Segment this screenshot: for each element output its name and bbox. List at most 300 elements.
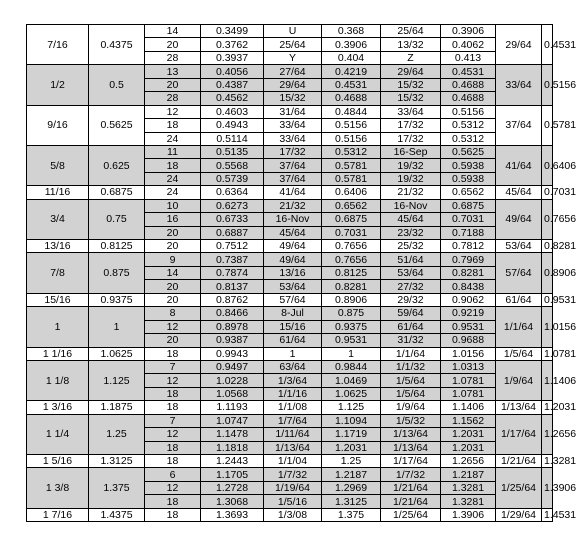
tpi-cell: 12	[145, 428, 201, 441]
minor-dia-cell: 0.8762	[201, 293, 264, 306]
drill-75-dec-cell: 0.5156	[322, 119, 381, 132]
tpi-cell: 16	[145, 213, 201, 226]
clearance-drill-decimal-cell: 1.0781	[542, 347, 553, 360]
drill-50-dec-cell: 1.3906	[441, 508, 496, 521]
drill-75-dec-cell: 0.4531	[322, 78, 381, 91]
table-row	[27, 253, 553, 266]
clearance-drill-cell: 45/64	[496, 186, 542, 199]
drill-75-dec-cell: 0.5156	[322, 132, 381, 145]
clearance-drill-cell: 1/25/64	[496, 468, 542, 508]
minor-dia-cell: 0.5135	[201, 145, 264, 158]
drill-75-dec-cell: 1.0469	[322, 374, 381, 387]
drill-50-cell: 25/64	[381, 25, 441, 38]
drill-50-dec-cell: 1.1562	[441, 414, 496, 427]
thread-size-cell: 15/16	[27, 293, 89, 306]
minor-dia-cell: 0.6887	[201, 226, 264, 239]
drill-75-dec-cell: 0.6875	[322, 213, 381, 226]
tpi-cell: 20	[145, 280, 201, 293]
tpi-cell: 18	[145, 119, 201, 132]
drill-75-dec-cell: 1.125	[322, 401, 381, 414]
drill-75-cell: 1/3/64	[264, 374, 322, 387]
drill-50-cell: 29/32	[381, 293, 441, 306]
clearance-drill-cell: 41/64	[496, 145, 542, 185]
thread-size-cell: 5/8	[27, 145, 89, 185]
thread-size-cell: 1 1/8	[27, 360, 89, 400]
drill-50-cell: Z	[381, 51, 441, 64]
minor-dia-cell: 1.0568	[201, 387, 264, 400]
drill-50-cell: 15/32	[381, 92, 441, 105]
drill-75-dec-cell: 0.5781	[322, 159, 381, 172]
clearance-drill-cell: 1/29/64	[496, 508, 542, 521]
drill-50-dec-cell: 1.0313	[441, 360, 496, 373]
tpi-cell: 28	[145, 51, 201, 64]
drill-75-cell: 1/1/04	[264, 455, 322, 468]
drill-75-cell: 57/64	[264, 293, 322, 306]
table-row	[27, 186, 553, 199]
minor-dia-cell: 0.9497	[201, 360, 264, 373]
tpi-cell: 7	[145, 360, 201, 373]
minor-dia-cell: 1.3068	[201, 495, 264, 508]
drill-50-dec-cell: 0.5938	[441, 159, 496, 172]
table-row	[27, 347, 553, 360]
minor-dia-cell: 0.3499	[201, 25, 264, 38]
clearance-drill-cell: 53/64	[496, 240, 542, 253]
thread-size-decimal-cell: 1.4375	[89, 508, 145, 521]
minor-dia-cell: 0.9943	[201, 347, 264, 360]
thread-size-cell: 11/16	[27, 186, 89, 199]
clearance-drill-cell: 33/64	[496, 65, 542, 105]
minor-dia-cell: 0.8137	[201, 280, 264, 293]
thread-size-cell: 1 1/16	[27, 347, 89, 360]
minor-dia-cell: 0.6273	[201, 199, 264, 212]
drill-75-cell: 31/64	[264, 105, 322, 118]
tpi-cell: 7	[145, 414, 201, 427]
thread-size-cell: 9/16	[27, 105, 89, 145]
drill-75-dec-cell: 0.8906	[322, 293, 381, 306]
thread-size-decimal-cell: 1.0625	[89, 347, 145, 360]
drill-75-cell: 63/64	[264, 360, 322, 373]
drill-75-cell: Y	[264, 51, 322, 64]
tpi-cell: 18	[145, 508, 201, 521]
thread-size-decimal-cell: 0.625	[89, 145, 145, 185]
drill-50-cell: 16-Nov	[381, 199, 441, 212]
drill-75-cell: 15/32	[264, 92, 322, 105]
drill-50-dec-cell: 1.0156	[441, 347, 496, 360]
clearance-drill-decimal-cell: 0.4531	[542, 25, 553, 65]
drill-75-dec-cell: 0.9844	[322, 360, 381, 373]
thread-size-decimal-cell: 1.25	[89, 414, 145, 454]
drill-75-cell: 27/64	[264, 65, 322, 78]
clearance-drill-decimal-cell: 0.6406	[542, 145, 553, 185]
minor-dia-cell: 1.2443	[201, 455, 264, 468]
thread-size-cell: 3/4	[27, 199, 89, 239]
thread-size-decimal-cell: 0.75	[89, 199, 145, 239]
drill-50-dec-cell: 1.1406	[441, 401, 496, 414]
drill-50-cell: 33/64	[381, 105, 441, 118]
thread-size-cell: 1 5/16	[27, 455, 89, 468]
drill-75-dec-cell: 0.875	[322, 307, 381, 320]
drill-75-cell: 33/64	[264, 132, 322, 145]
drill-50-dec-cell: 1.2656	[441, 455, 496, 468]
minor-dia-cell: 0.4056	[201, 65, 264, 78]
drill-75-cell: 1/13/64	[264, 441, 322, 454]
tpi-cell: 18	[145, 495, 201, 508]
table-row	[27, 401, 553, 414]
drill-75-cell: 1/7/32	[264, 468, 322, 481]
drill-75-cell: 49/64	[264, 240, 322, 253]
drill-75-dec-cell: 1.3125	[322, 495, 381, 508]
table-row	[27, 468, 553, 481]
drill-75-dec-cell: 1.1094	[322, 414, 381, 427]
thread-size-decimal-cell: 1.125	[89, 360, 145, 400]
drill-50-dec-cell: 0.9688	[441, 334, 496, 347]
tpi-cell: 12	[145, 320, 201, 333]
tap-drill-chart-table	[26, 24, 577, 522]
drill-50-cell: 23/32	[381, 226, 441, 239]
drill-75-cell: 1/3/08	[264, 508, 322, 521]
tpi-cell: 20	[145, 334, 201, 347]
tpi-cell: 24	[145, 172, 201, 185]
drill-50-cell: 53/64	[381, 266, 441, 279]
thread-size-cell: 1 3/8	[27, 468, 89, 508]
clearance-drill-decimal-cell: 0.5156	[542, 65, 553, 105]
tpi-cell: 20	[145, 38, 201, 51]
clearance-drill-decimal-cell: 0.5781	[542, 105, 553, 145]
drill-75-cell: 41/64	[264, 186, 322, 199]
drill-50-cell: 59/64	[381, 307, 441, 320]
thread-size-cell: 1 7/16	[27, 508, 89, 521]
drill-50-dec-cell: 0.5312	[441, 132, 496, 145]
minor-dia-cell: 0.5114	[201, 132, 264, 145]
clearance-drill-decimal-cell: 0.7031	[542, 186, 553, 199]
drill-50-cell: 1/25/64	[381, 508, 441, 521]
thread-size-cell: 1	[27, 307, 89, 347]
thread-size-decimal-cell: 0.8125	[89, 240, 145, 253]
drill-75-cell: U	[264, 25, 322, 38]
minor-dia-cell: 0.3937	[201, 51, 264, 64]
table-row	[27, 360, 553, 373]
thread-size-decimal-cell: 0.5	[89, 65, 145, 105]
drill-75-cell: 17/32	[264, 145, 322, 158]
drill-75-cell: 37/64	[264, 159, 322, 172]
drill-75-dec-cell: 0.6562	[322, 199, 381, 212]
drill-75-dec-cell: 0.9375	[322, 320, 381, 333]
thread-size-decimal-cell: 0.4375	[89, 25, 145, 65]
clearance-drill-decimal-cell: 0.8281	[542, 240, 553, 253]
clearance-drill-cell: 29/64	[496, 25, 542, 65]
drill-50-dec-cell: 1.3281	[441, 495, 496, 508]
clearance-drill-cell: 1/1/64	[496, 307, 542, 347]
drill-75-cell: 37/64	[264, 172, 322, 185]
drill-75-dec-cell: 0.6406	[322, 186, 381, 199]
thread-size-cell: 1/2	[27, 65, 89, 105]
table-body	[27, 25, 577, 522]
drill-50-dec-cell: 1.0781	[441, 374, 496, 387]
drill-75-cell: 29/64	[264, 78, 322, 91]
drill-50-dec-cell: 1.3281	[441, 481, 496, 494]
drill-50-dec-cell: 0.9062	[441, 293, 496, 306]
drill-75-dec-cell: 0.3906	[322, 38, 381, 51]
table-row	[27, 414, 553, 427]
table-row	[27, 307, 553, 320]
table-row	[27, 455, 553, 468]
tpi-cell: 18	[145, 401, 201, 414]
drill-50-dec-cell: 0.7969	[441, 253, 496, 266]
drill-50-cell: 19/32	[381, 172, 441, 185]
thread-size-cell: 1 3/16	[27, 401, 89, 414]
drill-75-dec-cell: 0.9531	[322, 334, 381, 347]
thread-size-cell: 13/16	[27, 240, 89, 253]
drill-75-cell: 33/64	[264, 119, 322, 132]
drill-75-dec-cell: 0.5781	[322, 172, 381, 185]
drill-50-cell: 13/32	[381, 38, 441, 51]
clearance-drill-decimal-cell: 1.3281	[542, 455, 553, 468]
drill-50-cell: 1/21/64	[381, 481, 441, 494]
minor-dia-cell: 1.0747	[201, 414, 264, 427]
drill-50-cell: 21/32	[381, 186, 441, 199]
drill-50-dec-cell: 0.8438	[441, 280, 496, 293]
drill-75-cell: 53/64	[264, 280, 322, 293]
thread-size-cell: 1 1/4	[27, 414, 89, 454]
drill-50-dec-cell: 0.4062	[441, 38, 496, 51]
drill-50-dec-cell: 0.4531	[441, 65, 496, 78]
minor-dia-cell: 0.4943	[201, 119, 264, 132]
drill-50-cell: 1/5/32	[381, 414, 441, 427]
drill-50-dec-cell: 0.7188	[441, 226, 496, 239]
drill-50-cell: 1/1/32	[381, 360, 441, 373]
drill-75-dec-cell: 1.1719	[322, 428, 381, 441]
tpi-cell: 9	[145, 253, 201, 266]
clearance-drill-decimal-cell: 1.2031	[542, 401, 553, 414]
minor-dia-cell: 1.1705	[201, 468, 264, 481]
drill-50-cell: 51/64	[381, 253, 441, 266]
drill-50-cell: 61/64	[381, 320, 441, 333]
drill-50-cell: 27/32	[381, 280, 441, 293]
tpi-cell: 18	[145, 159, 201, 172]
clearance-drill-cell: 1/9/64	[496, 360, 542, 400]
drill-50-dec-cell: 0.4688	[441, 92, 496, 105]
drill-50-dec-cell: 0.4688	[441, 78, 496, 91]
tpi-cell: 18	[145, 347, 201, 360]
drill-50-cell: 1/13/64	[381, 428, 441, 441]
drill-75-dec-cell: 0.7031	[322, 226, 381, 239]
clearance-drill-cell: 61/64	[496, 293, 542, 306]
table-row	[27, 65, 553, 78]
drill-50-cell: 1/5/64	[381, 387, 441, 400]
clearance-drill-decimal-cell: 1.0156	[542, 307, 553, 347]
drill-75-cell: 1/1/16	[264, 387, 322, 400]
drill-75-cell: 61/64	[264, 334, 322, 347]
drill-50-dec-cell: 0.5938	[441, 172, 496, 185]
clearance-drill-cell: 1/13/64	[496, 401, 542, 414]
tpi-cell: 24	[145, 186, 201, 199]
drill-75-cell: 1/7/64	[264, 414, 322, 427]
tpi-cell: 12	[145, 105, 201, 118]
clearance-drill-decimal-cell: 0.9531	[542, 293, 553, 306]
clearance-drill-cell: 57/64	[496, 253, 542, 293]
drill-75-dec-cell: 1	[322, 347, 381, 360]
drill-50-dec-cell: 0.8281	[441, 266, 496, 279]
thread-size-decimal-cell: 0.9375	[89, 293, 145, 306]
drill-75-cell: 1/5/16	[264, 495, 322, 508]
drill-75-dec-cell: 0.4688	[322, 92, 381, 105]
minor-dia-cell: 0.4562	[201, 92, 264, 105]
clearance-drill-cell: 37/64	[496, 105, 542, 145]
minor-dia-cell: 0.6733	[201, 213, 264, 226]
tpi-cell: 24	[145, 132, 201, 145]
drill-75-cell: 21/32	[264, 199, 322, 212]
drill-75-dec-cell: 0.8281	[322, 280, 381, 293]
drill-50-cell: 1/17/64	[381, 455, 441, 468]
minor-dia-cell: 0.7512	[201, 240, 264, 253]
thread-size-decimal-cell: 0.6875	[89, 186, 145, 199]
drill-50-dec-cell: 0.9531	[441, 320, 496, 333]
drill-75-dec-cell: 0.404	[322, 51, 381, 64]
tpi-cell: 11	[145, 145, 201, 158]
tpi-cell: 20	[145, 293, 201, 306]
drill-75-dec-cell: 0.7656	[322, 240, 381, 253]
drill-75-cell: 25/64	[264, 38, 322, 51]
tpi-cell: 18	[145, 387, 201, 400]
minor-dia-cell: 0.5739	[201, 172, 264, 185]
table-row	[27, 105, 553, 118]
thread-size-decimal-cell: 1.3125	[89, 455, 145, 468]
minor-dia-cell: 1.0228	[201, 374, 264, 387]
drill-50-dec-cell: 0.3906	[441, 25, 496, 38]
thread-size-cell: 7/8	[27, 253, 89, 293]
tpi-cell: 10	[145, 199, 201, 212]
minor-dia-cell: 0.3762	[201, 38, 264, 51]
minor-dia-cell: 1.1193	[201, 401, 264, 414]
minor-dia-cell: 1.3693	[201, 508, 264, 521]
drill-75-dec-cell: 0.5312	[322, 145, 381, 158]
drill-75-cell: 15/16	[264, 320, 322, 333]
minor-dia-cell: 0.6364	[201, 186, 264, 199]
minor-dia-cell: 0.5568	[201, 159, 264, 172]
thread-size-decimal-cell: 1.1875	[89, 401, 145, 414]
table-row	[27, 145, 553, 158]
thread-size-cell: 7/16	[27, 25, 89, 65]
drill-50-cell: 45/64	[381, 213, 441, 226]
drill-75-cell: 1/11/64	[264, 428, 322, 441]
tpi-cell: 12	[145, 374, 201, 387]
drill-75-cell: 1/1/08	[264, 401, 322, 414]
drill-75-cell: 1	[264, 347, 322, 360]
drill-50-cell: 31/32	[381, 334, 441, 347]
drill-50-dec-cell: 0.6562	[441, 186, 496, 199]
drill-50-dec-cell: 1.2187	[441, 468, 496, 481]
table-row	[27, 293, 553, 306]
tpi-cell: 14	[145, 266, 201, 279]
drill-50-cell: 1/21/64	[381, 495, 441, 508]
thread-size-decimal-cell: 1.375	[89, 468, 145, 508]
drill-50-cell: 25/32	[381, 240, 441, 253]
minor-dia-cell: 0.8466	[201, 307, 264, 320]
drill-50-dec-cell: 0.5625	[441, 145, 496, 158]
tpi-cell: 28	[145, 92, 201, 105]
drill-50-dec-cell: 0.7812	[441, 240, 496, 253]
drill-75-dec-cell: 0.4219	[322, 65, 381, 78]
drill-50-dec-cell: 1.2031	[441, 441, 496, 454]
drill-75-cell: 16-Nov	[264, 213, 322, 226]
tpi-cell: 6	[145, 468, 201, 481]
clearance-drill-decimal-cell: 1.3906	[542, 468, 553, 508]
drill-75-cell: 45/64	[264, 226, 322, 239]
drill-75-dec-cell: 1.375	[322, 508, 381, 521]
drill-50-dec-cell: 0.413	[441, 51, 496, 64]
drill-50-dec-cell: 1.2031	[441, 428, 496, 441]
drill-50-cell: 1/7/32	[381, 468, 441, 481]
table-row	[27, 240, 553, 253]
minor-dia-cell: 1.2728	[201, 481, 264, 494]
tpi-cell: 18	[145, 455, 201, 468]
drill-75-dec-cell: 0.7656	[322, 253, 381, 266]
drill-50-cell: 17/32	[381, 132, 441, 145]
clearance-drill-cell: 1/5/64	[496, 347, 542, 360]
drill-50-cell: 15/32	[381, 78, 441, 91]
tpi-cell: 20	[145, 240, 201, 253]
drill-50-dec-cell: 0.6875	[441, 199, 496, 212]
drill-75-cell: 1/19/64	[264, 481, 322, 494]
tpi-cell: 13	[145, 65, 201, 78]
thread-size-decimal-cell: 0.875	[89, 253, 145, 293]
minor-dia-cell: 0.7387	[201, 253, 264, 266]
tpi-cell: 20	[145, 78, 201, 91]
drill-75-dec-cell: 1.25	[322, 455, 381, 468]
clearance-drill-decimal-cell: 1.2656	[542, 414, 553, 454]
drill-75-cell: 49/64	[264, 253, 322, 266]
clearance-drill-decimal-cell: 1.4531	[542, 508, 553, 521]
drill-50-dec-cell: 0.5156	[441, 105, 496, 118]
drill-50-cell: 1/1/64	[381, 347, 441, 360]
tpi-cell: 12	[145, 481, 201, 494]
table-row	[27, 25, 553, 38]
drill-75-cell: 8-Jul	[264, 307, 322, 320]
tpi-cell: 18	[145, 441, 201, 454]
drill-75-dec-cell: 1.2187	[322, 468, 381, 481]
minor-dia-cell: 0.7874	[201, 266, 264, 279]
minor-dia-cell: 1.1478	[201, 428, 264, 441]
drill-75-dec-cell: 1.2969	[322, 481, 381, 494]
drill-75-dec-cell: 0.4844	[322, 105, 381, 118]
thread-size-decimal-cell: 1	[89, 307, 145, 347]
drill-75-dec-cell: 1.2031	[322, 441, 381, 454]
table-row	[27, 508, 553, 521]
tpi-cell: 20	[145, 226, 201, 239]
drill-75-dec-cell: 0.8125	[322, 266, 381, 279]
thread-size-decimal-cell: 0.5625	[89, 105, 145, 145]
drill-75-dec-cell: 0.368	[322, 25, 381, 38]
clearance-drill-decimal-cell: 0.8906	[542, 253, 553, 293]
tpi-cell: 14	[145, 25, 201, 38]
drill-50-cell: 17/32	[381, 119, 441, 132]
minor-dia-cell: 0.4387	[201, 78, 264, 91]
drill-50-cell: 19/32	[381, 159, 441, 172]
drill-50-cell: 1/9/64	[381, 401, 441, 414]
minor-dia-cell: 0.9387	[201, 334, 264, 347]
drill-50-dec-cell: 0.5312	[441, 119, 496, 132]
clearance-drill-cell: 1/17/64	[496, 414, 542, 454]
drill-50-dec-cell: 0.9219	[441, 307, 496, 320]
tpi-cell: 8	[145, 307, 201, 320]
clearance-drill-cell: 1/21/64	[496, 455, 542, 468]
drill-50-cell: 1/13/64	[381, 441, 441, 454]
drill-75-cell: 13/16	[264, 266, 322, 279]
drill-50-cell: 1/5/64	[381, 374, 441, 387]
table-row	[27, 199, 553, 212]
clearance-drill-decimal-cell: 0.7656	[542, 199, 553, 239]
drill-50-dec-cell: 0.7031	[441, 213, 496, 226]
